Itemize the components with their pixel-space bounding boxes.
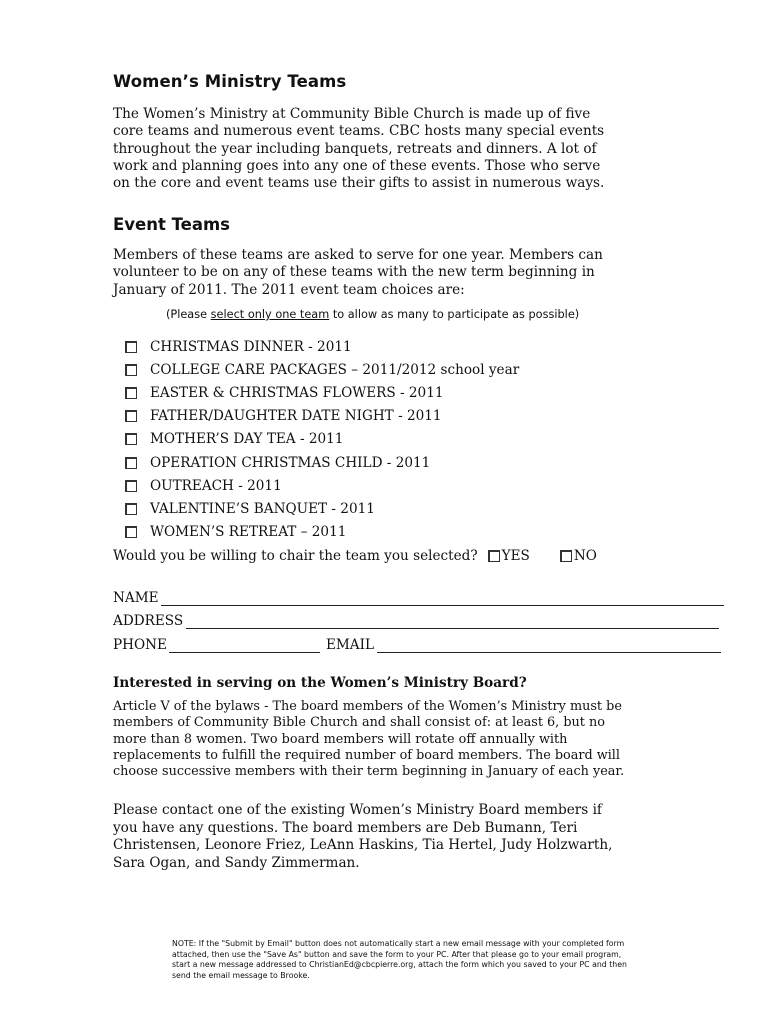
yes-label: YES: [501, 548, 530, 564]
checkbox[interactable]: [125, 480, 137, 492]
event-line: January of 2011. The 2011 event team choices are:: [113, 281, 465, 298]
address-field[interactable]: [186, 614, 719, 629]
address-field-row: [113, 613, 719, 629]
checkbox[interactable]: [125, 387, 137, 399]
team-label: OPERATION CHRISTMAS CHILD - 2011: [150, 454, 431, 471]
checkbox[interactable]: [125, 503, 137, 515]
event-teams-heading: Event Teams: [113, 215, 230, 234]
email-field[interactable]: [377, 638, 721, 653]
contact-line: Christensen, Leonore Friez, LeAnn Haskins, Tia Hertel, Judy Holzwarth,: [113, 837, 613, 854]
team-label: OUTREACH - 2011: [150, 477, 282, 494]
note-line: send the email message to Brooke.: [172, 970, 310, 980]
bylaws-line: choose successive members with their term beginning in January of each year.: [113, 764, 625, 780]
note-line: NOTE: If the "Submit by Email" button does not automatically start a new email message with your completed form: [172, 939, 625, 948]
team-label: COLLEGE CARE PACKAGES – 2011/2012 school year: [150, 361, 520, 378]
team-option-womens-retreat[interactable]: [125, 521, 519, 544]
team-option-mothers-day-tea[interactable]: [125, 428, 519, 451]
phone-field[interactable]: [169, 638, 320, 653]
select-one-note: [166, 308, 579, 321]
team-label: CHRISTMAS DINNER - 2011: [150, 338, 352, 355]
checkbox[interactable]: [125, 457, 137, 469]
team-option-outreach[interactable]: [125, 474, 519, 497]
team-label: FATHER/DAUGHTER DATE NIGHT - 2011: [150, 408, 442, 425]
no-checkbox[interactable]: [560, 550, 572, 562]
checkbox[interactable]: [125, 410, 137, 422]
bylaws-line: Article V of the bylaws - The board members of the Women’s Ministry must be: [113, 699, 622, 714]
checkbox[interactable]: [125, 526, 137, 538]
no-label: NO: [573, 548, 597, 564]
address-label: ADDRESS: [113, 613, 184, 629]
team-label: EASTER & CHRISTMAS FLOWERS - 2011: [150, 384, 444, 401]
board-heading: Interested in serving on the Women’s Ministry Board?: [113, 675, 527, 691]
select-note-after: to allow as many to participate as possible): [329, 308, 580, 321]
checkbox[interactable]: [125, 341, 137, 353]
team-label: MOTHER’S DAY TEA - 2011: [150, 431, 344, 448]
email-submission-note: [172, 939, 627, 981]
event-line: Members of these teams are asked to serve for one year. Members can: [113, 247, 603, 263]
contact-line: you have any questions. The board members are Deb Bumann, Teri: [113, 819, 578, 836]
chair-question-row: [113, 548, 597, 564]
bylaws-line: members of Community Bible Church and shall consist of: at least 6, but no: [113, 715, 605, 731]
name-label: NAME: [113, 590, 159, 606]
team-label: VALENTINE’S BANQUET - 2011: [150, 500, 375, 517]
intro-line: on the core and event teams use their gifts to assist in numerous ways.: [113, 175, 605, 192]
bylaws-paragraph: [113, 699, 673, 780]
bylaws-line: replacements to fulfill the required number of board members. The board will: [113, 747, 620, 763]
checkbox[interactable]: [125, 364, 137, 376]
contact-paragraph: [113, 802, 673, 872]
team-option-christmas-dinner[interactable]: [125, 335, 519, 358]
name-field[interactable]: [161, 591, 724, 606]
team-option-father-daughter-date-night[interactable]: [125, 405, 519, 428]
contact-line: Please contact one of the existing Women’s Ministry Board members if: [113, 802, 602, 818]
intro-line: throughout the year including banquets, retreats and dinners. A lot of: [113, 140, 597, 157]
chair-question: Would you be willing to chair the team you selected?: [113, 548, 478, 564]
intro-line: The Women’s Ministry at Community Bible Church is made up of five: [113, 106, 591, 122]
event-line: volunteer to be on any of these teams with the new term beginning in: [113, 264, 595, 281]
team-label: WOMEN’S RETREAT – 2011: [150, 524, 347, 541]
contact-line: Sara Ogan, and Sandy Zimmerman.: [113, 854, 360, 871]
checkbox[interactable]: [125, 433, 137, 445]
event-paragraph: [113, 247, 673, 299]
team-checkbox-list: [125, 335, 519, 544]
team-option-easter-christmas-flowers[interactable]: [125, 381, 519, 404]
email-label: EMAIL: [325, 637, 375, 653]
select-note-underlined: select only one team: [210, 308, 330, 321]
note-line: start a new message addressed to ChristianEd@cbcpierre.org, attach the form which you saved to your PC and then: [172, 960, 627, 969]
name-field-row: [113, 590, 724, 606]
note-line: attached, then use the "Save As" button and save the form to your PC. After that please go to your email program,: [172, 949, 622, 959]
intro-line: core teams and numerous event teams. CBC hosts many special events: [113, 123, 605, 140]
phone-email-row: [113, 637, 721, 653]
team-option-college-care-packages[interactable]: [125, 358, 519, 381]
phone-label: PHONE: [113, 637, 167, 653]
intro-line: work and planning goes into any one of these events. Those who serve: [113, 157, 601, 174]
team-option-valentines-banquet[interactable]: [125, 497, 519, 520]
intro-paragraph: [113, 106, 673, 192]
page-title: Women’s Ministry Teams: [113, 72, 347, 91]
select-note-before: (Please: [166, 308, 211, 321]
team-option-operation-christmas-child[interactable]: [125, 451, 519, 474]
bylaws-line: more than 8 women. Two board members will rotate off annually with: [113, 731, 568, 747]
yes-checkbox[interactable]: [488, 550, 500, 562]
